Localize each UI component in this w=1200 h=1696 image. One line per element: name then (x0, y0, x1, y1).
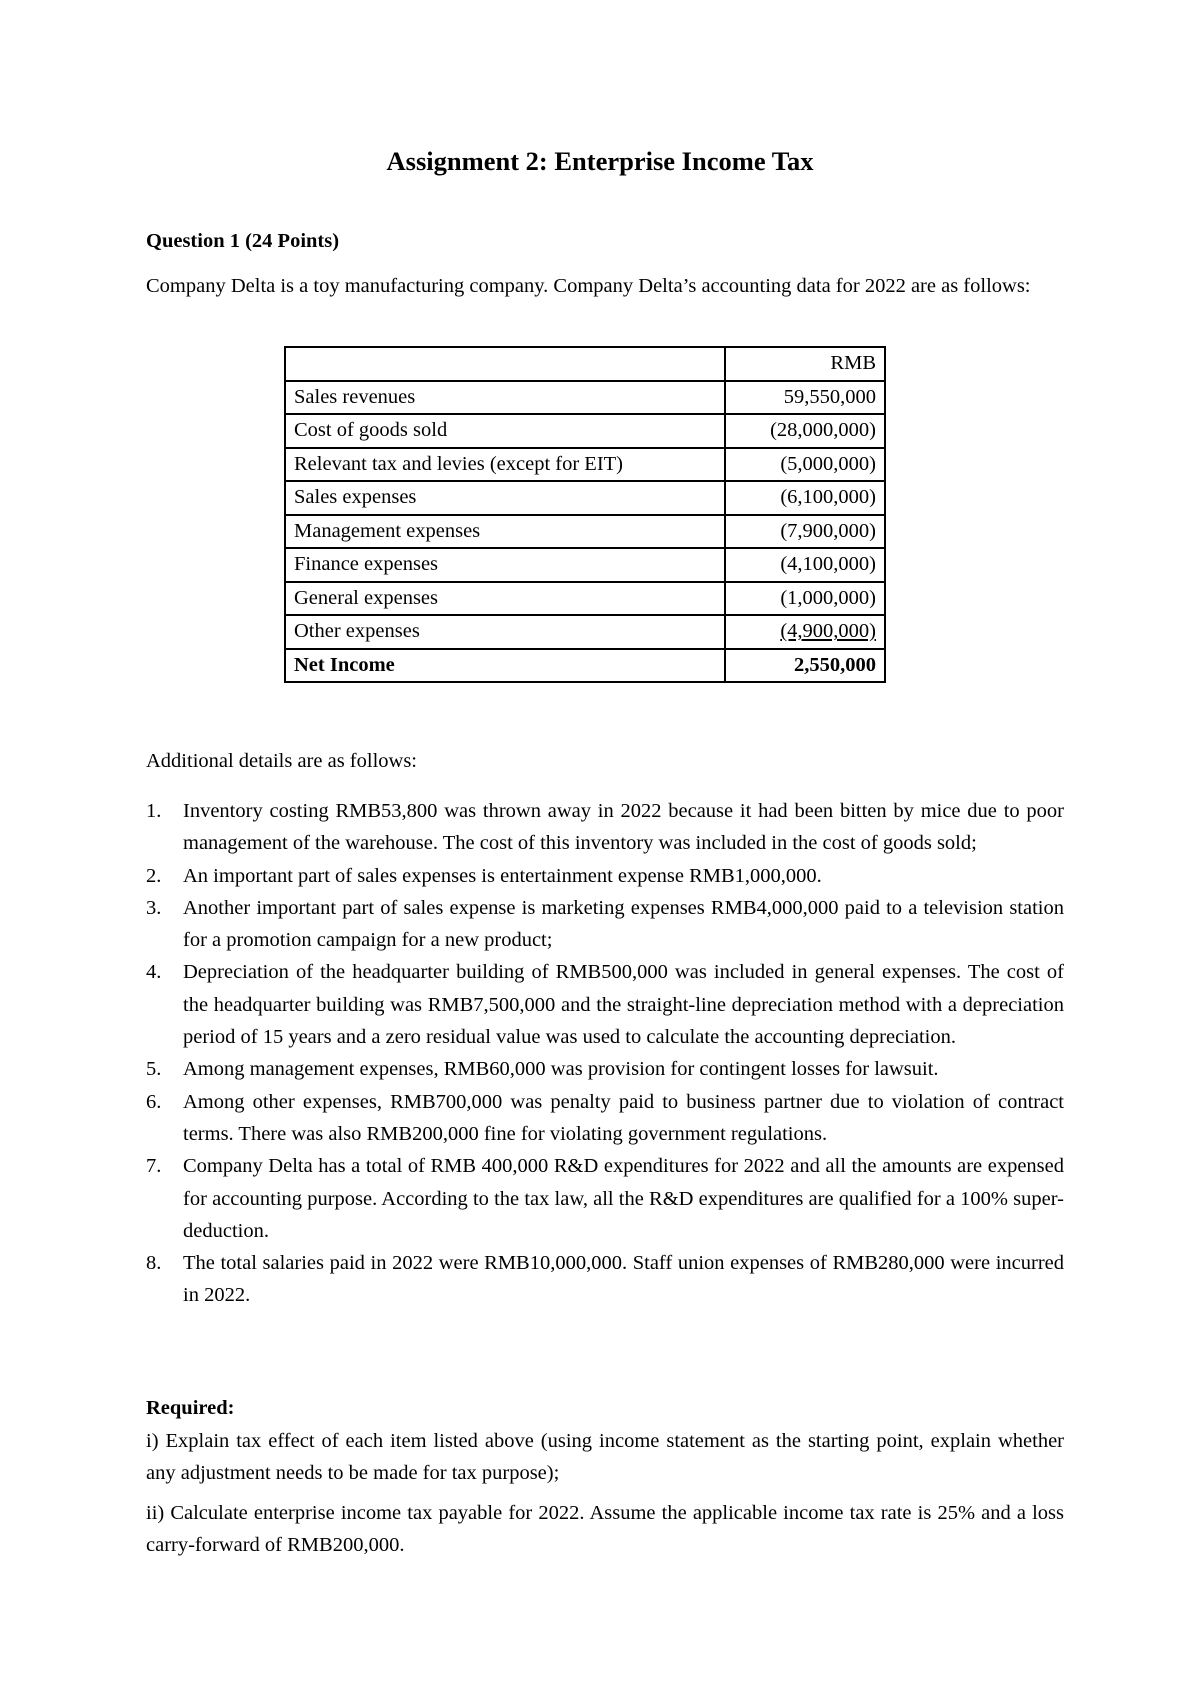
table-row (285, 414, 885, 448)
row-value: (1,000,000) (725, 582, 885, 616)
item-number: 7. (146, 1155, 162, 1178)
table-row (285, 381, 885, 415)
item-text: Inventory costing RMB53,800 was thrown away in 2022 because it had been bitten by mice due to poor management of the warehouse. The cost of this inventory was included in the cost of goods sold; (183, 800, 1064, 855)
row-label: Cost of goods sold (285, 414, 725, 448)
row-value (725, 615, 885, 649)
additional-details-heading: Additional details are as follows: (146, 750, 417, 772)
table-row (285, 615, 885, 649)
row-label: Sales revenues (285, 381, 725, 415)
item-text: Another important part of sales expense is marketing expenses RMB4,000,000 paid to a television station for a promotion campaign for a new product; (183, 896, 1064, 952)
row-value: (28,000,000) (725, 414, 885, 448)
table-row (285, 515, 885, 549)
item-text: An important part of sales expenses is entertainment expense RMB1,000,000. (183, 864, 822, 887)
table-row (285, 481, 885, 515)
row-value: (4,100,000) (725, 548, 885, 582)
item-text: Among management expenses, RMB60,000 was provision for contingent losses for lawsuit. (183, 1058, 939, 1081)
accounting-data-table (284, 346, 886, 683)
row-value: (7,900,000) (725, 515, 885, 549)
list-item (146, 956, 1064, 1053)
table-total-row (285, 649, 885, 683)
item-text: The total salaries paid in 2022 were RMB10,000,000. Staff union expenses of RMB280,000 were incurred in 2022. (183, 1252, 1064, 1307)
list-item (146, 1086, 1064, 1151)
table-row (285, 548, 885, 582)
row-value: 59,550,000 (725, 381, 885, 415)
table-header-label (285, 347, 725, 381)
item-number: 5. (146, 1058, 162, 1081)
row-label: General expenses (285, 582, 725, 616)
row-label: Relevant tax and levies (except for EIT) (285, 448, 725, 482)
list-item (146, 860, 1064, 892)
item-text: Depreciation of the headquarter building of RMB500,000 was included in general expenses. The cost of the headquarter building was RMB7,500,000 and the straight-line depreciation method with a depreciation period of 15 years and a zero residual value was used to calculate the accounting depreciation. (183, 961, 1064, 1049)
table-row (285, 582, 885, 616)
item-number: 6. (146, 1090, 162, 1113)
list-item (146, 1053, 1064, 1085)
row-label: Other expenses (285, 615, 725, 649)
total-value: 2,550,000 (725, 649, 885, 683)
document-title: Assignment 2: Enterprise Income Tax (386, 146, 814, 176)
total-label: Net Income (285, 649, 725, 683)
list-item (146, 1247, 1064, 1312)
item-number: 1. (146, 800, 162, 822)
item-text: Among other expenses, RMB700,000 was penalty paid to business partner due to violation of contract terms. There was also RMB200,000 fine for violating government regulations. (183, 1090, 1064, 1145)
required-item-ii: ii) Calculate enterprise income tax payable for 2022. Assume the applicable income tax rate is 25% and a loss carry-forward of RMB200,000. (146, 1502, 1064, 1556)
required-heading: Required: (146, 1397, 235, 1419)
list-item (146, 892, 1064, 957)
underlined-value: (4,900,000) (780, 620, 876, 643)
table-header-currency: RMB (725, 347, 885, 381)
required-item-i: i) Explain tax effect of each item listed above (using income statement as the starting point, explain whether any adjustment needs to be made for tax purpose); (146, 1430, 1064, 1484)
item-number: 3. (146, 896, 162, 919)
row-value: (5,000,000) (725, 448, 885, 482)
list-item (146, 1150, 1064, 1247)
row-label: Sales expenses (285, 481, 725, 515)
item-number: 8. (146, 1252, 162, 1275)
list-item (146, 795, 1064, 860)
row-label: Finance expenses (285, 548, 725, 582)
row-value: (6,100,000) (725, 481, 885, 515)
row-label: Management expenses (285, 515, 725, 549)
item-number: 4. (146, 961, 162, 984)
question-intro: Company Delta is a toy manufacturing company. Company Delta’s accounting data for 2022 are as follows: (146, 275, 1031, 297)
details-list (146, 795, 1064, 1312)
item-number: 2. (146, 864, 162, 887)
item-text: Company Delta has a total of RMB 400,000 R&D expenditures for 2022 and all the amounts are expensed for accounting purpose. According to the tax law, all the R&D expenditures are qualified for a 100% super-deduction. (183, 1155, 1064, 1242)
table-header-row (285, 347, 885, 381)
table-row (285, 448, 885, 482)
question-heading: Question 1 (24 Points) (146, 230, 340, 252)
